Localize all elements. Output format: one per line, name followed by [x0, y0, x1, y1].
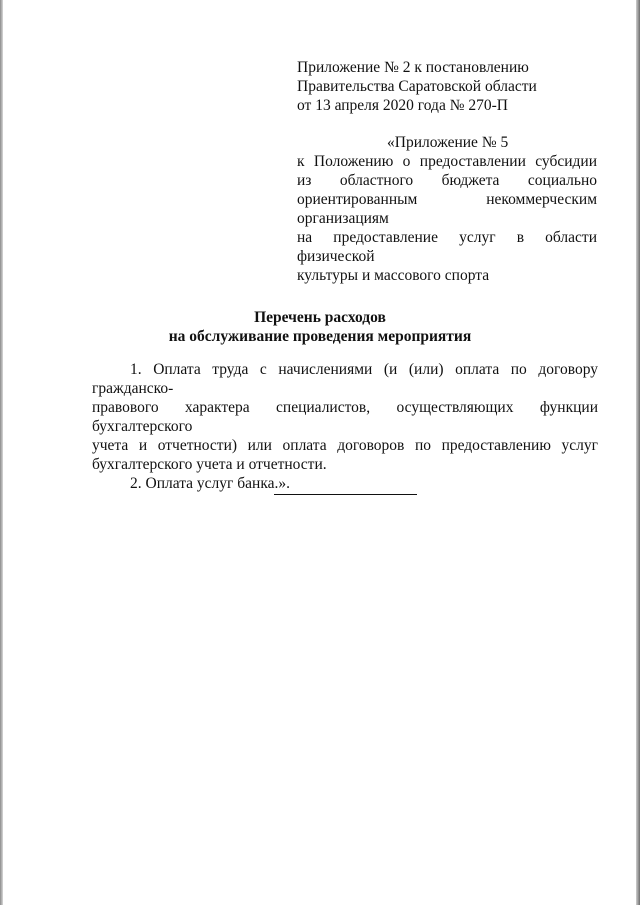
scan-left-edge	[0, 0, 3, 905]
document-title-line-2: на обслуживание проведения мероприятия	[168, 328, 472, 345]
item-1-line-1: 1. Оплата труда с начислениями (и (или) оплата по договору гражданско-	[92, 361, 598, 397]
appendix-line-2: из областного бюджета социально	[297, 172, 597, 189]
list-item-1	[92, 360, 598, 474]
document-body	[92, 360, 598, 493]
appendix-reference	[297, 133, 597, 285]
document-header	[297, 58, 597, 115]
item-1-line-2: правового характера специалистов, осуществляющих функции бухгалтерского	[92, 399, 598, 435]
scan-right-edge	[636, 0, 640, 905]
appendix-line-4: на предоставление услуг в области физической	[297, 229, 597, 265]
header-line-1: Приложение № 2 к постановлению	[297, 59, 529, 76]
appendix-text	[297, 152, 597, 285]
item-1-line-3: учета и отчетности) или оплата договоров по предоставлению услуг	[92, 437, 598, 454]
document-title	[0, 308, 640, 346]
appendix-line-5: культуры и массового спорта	[297, 267, 490, 284]
header-line-3: от 13 апреля 2020 года № 270-П	[297, 97, 508, 114]
document-title-line-1: Перечень расходов	[254, 309, 386, 326]
list-item-2: 2. Оплата услуг банка.».	[130, 475, 291, 492]
closing-rule	[274, 494, 417, 495]
appendix-title: «Приложение № 5	[387, 134, 509, 151]
appendix-line-3: ориентированным некоммерческим организациям	[297, 191, 597, 227]
header-line-2: Правительства Саратовской области	[297, 78, 537, 95]
appendix-line-1: к Положению о предоставлении субсидии	[297, 153, 597, 170]
item-1-line-4: бухгалтерского учета и отчетности.	[92, 456, 327, 473]
